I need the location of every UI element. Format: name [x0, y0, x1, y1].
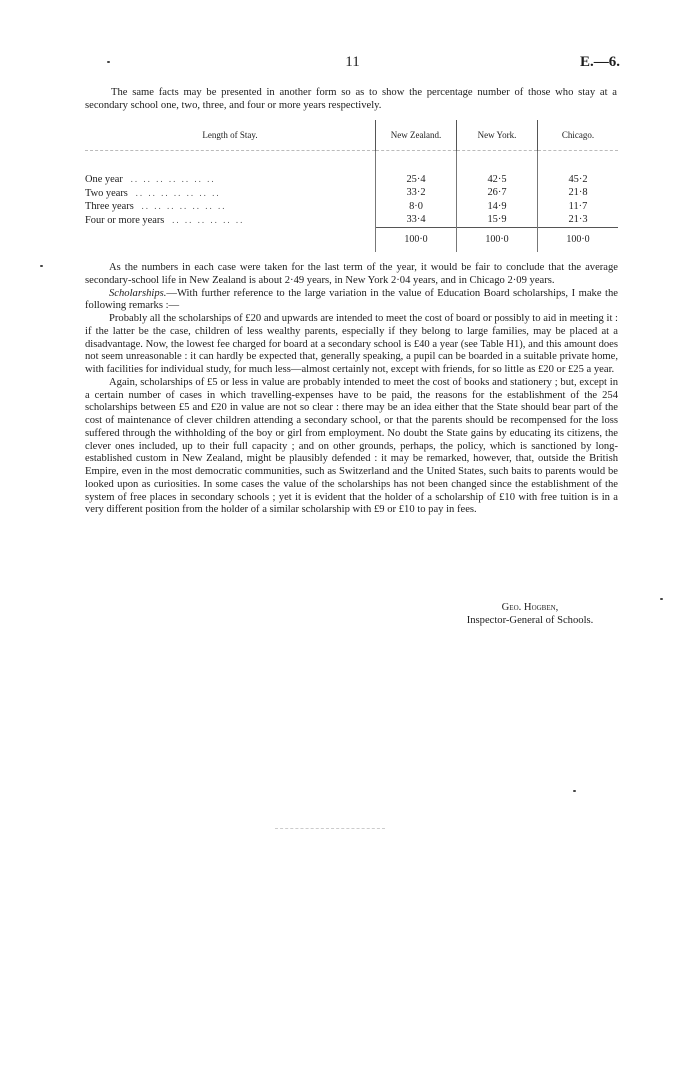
leader-dots: .. .. .. .. .. .. .. — [141, 201, 227, 211]
total-value: 100·0 — [457, 227, 538, 252]
cell-value: 11·7 — [538, 200, 619, 214]
cell-value: 25·4 — [376, 173, 457, 187]
paragraph-average-school-life: As the numbers in each case were taken for the last term of the year, it would be fair to conclude that the average secondary-school life in New Zealand is about 2·49 years, in New York 2·04 years, and in Chicago 2·09 years. — [85, 262, 618, 286]
table-row — [85, 200, 618, 214]
row-label: Two years — [85, 187, 128, 199]
scan-speck — [40, 265, 43, 267]
cell-value: 8·0 — [376, 200, 457, 214]
signatory-name: Geo. Hogben, — [501, 602, 559, 613]
scan-speck — [573, 790, 576, 792]
row-label: One year — [85, 174, 123, 185]
leader-dots: .. .. .. .. .. .. .. — [130, 174, 216, 184]
cell-value: 26·7 — [457, 187, 538, 201]
scholarships-intro-text: —With further reference to the large variation in the value of Education Board scholarships, I make the following remarks :— — [85, 287, 618, 312]
cell-value: 33·4 — [376, 214, 457, 228]
signature-block — [440, 601, 620, 627]
length-of-stay-header: Length of Stay. — [202, 130, 258, 140]
cell-value: 21·8 — [538, 187, 619, 201]
total-value: 100·0 — [376, 227, 457, 252]
column-header-chicago: Chicago. — [538, 120, 619, 151]
paragraph-board-cost: Probably all the scholarships of £20 and upwards are intended to meet the cost of board or possibly to aid in meeting it : if the latter be the case, children of less wealthy parents, especially if they belong to large families, may be placed at a disadvantage. Now, the lowest fee charged for board at a secondary school is £40 a year (see Table H1), and this amount does not seem unreasonable : it can hardly be expected that, generally speaking, a pupil can be boarded in a suitable private home, with facilities for individual study, for much less—almost certainly not, except with friends, for so little as £20 or £25 a year. — [85, 313, 618, 375]
page-header — [85, 54, 620, 74]
table-row — [85, 173, 618, 187]
cell-value: 15·9 — [457, 214, 538, 228]
leader-dots: .. .. .. .. .. .. .. — [135, 187, 221, 198]
scan-speck — [660, 598, 663, 600]
scholarships-heading: Scholarships. — [109, 287, 167, 299]
document-reference: E.—6. — [579, 54, 620, 70]
cell-value: 21·3 — [538, 214, 619, 228]
table-total-row — [85, 227, 618, 252]
leader-dots: .. .. .. .. .. .. — [172, 214, 245, 225]
intro-paragraph: The same facts may be presented in another form so as to show the percentage number of those who stay at a secondary school one, two, three, and four or more years respectively. — [85, 87, 617, 111]
row-label: Three years — [85, 201, 134, 212]
table-row — [85, 187, 618, 201]
table-spacer-row — [85, 151, 618, 174]
signatory-title: Inspector-General of Schools. — [466, 615, 594, 626]
column-header-new-york: New York. — [457, 120, 538, 151]
table-row — [85, 214, 618, 228]
paragraph-books-stationery: Again, scholarships of £5 or less in value are probably intended to meet the cost of books and stationery ; but, except in a certain number of cases in which travelling-expenses have to be paid, the reasons for the establishment of the 254 scholarships between £5 and £20 in value are not so clear : there may be an idea either that the State should bear part of the cost of maintenance of clever children attending a secondary school, or that the parents should be recompensed for the loss suffered through the withholding of the boy or girl from employment. No doubt the State gains by educating its citizens, the clever ones included, up to their full capacity ; and on other grounds, perhaps, the policy, which is sanctioned by long-established custom in New Zealand, might be plausibly defended : it may be remarked, however, that, outside the British Empire, even in the most democratic communities, such as Switzerland and the United States, such baits to parents would be looked upon as curiosities. In some cases the value of the scholarships has not been changed since the establishment of the system of free places in secondary schools ; yet it is evident that the holder of a scholarship of £10 with free tuition is in a very different position from the holder of a similar scholarship with £9 or £10 to pay in fees. — [85, 376, 618, 516]
scan-artifact-line — [275, 828, 385, 830]
page-number: 11 — [345, 54, 360, 70]
cell-value: 45·2 — [538, 173, 619, 187]
body-text — [85, 262, 618, 517]
cell-value: 33·2 — [376, 187, 457, 201]
table-header-row — [85, 120, 618, 151]
row-label: Four or more years — [85, 214, 165, 226]
length-of-stay-table — [85, 120, 618, 252]
cell-value: 42·5 — [457, 173, 538, 187]
paragraph-scholarships-intro — [85, 288, 618, 314]
cell-value: 14·9 — [457, 200, 538, 214]
total-value: 100·0 — [538, 227, 619, 252]
scan-speck — [107, 61, 110, 63]
column-header-new-zealand: New Zealand. — [376, 120, 457, 151]
